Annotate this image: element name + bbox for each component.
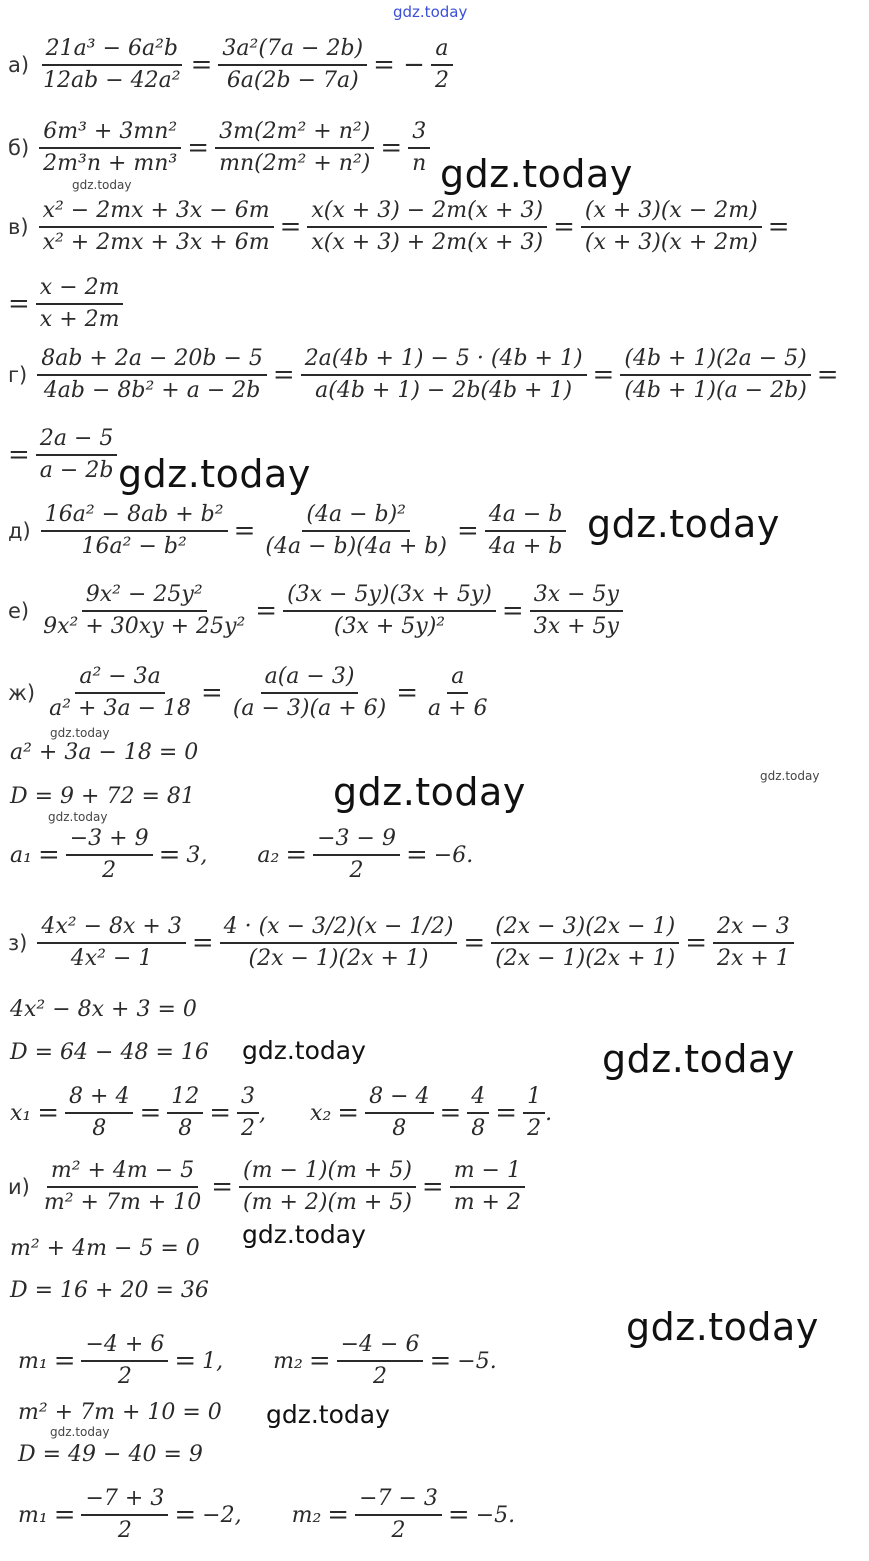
- numerator: 4a − b: [485, 500, 567, 532]
- roots-line: [18, 1484, 515, 1546]
- equals-sign: =: [767, 212, 790, 242]
- numerator: a: [447, 662, 468, 694]
- denominator: 8: [392, 1116, 407, 1141]
- denominator: (4a − b)(4a + b): [265, 534, 447, 559]
- equals-sign: =: [447, 1500, 470, 1530]
- fraction: [39, 117, 181, 179]
- watermark-small: gdz.today: [50, 726, 110, 740]
- discriminant-line: D = 64 − 48 = 16: [10, 1040, 209, 1065]
- fraction: [229, 662, 390, 724]
- problem-v: [8, 196, 796, 258]
- problem-zh: [8, 662, 492, 724]
- fraction: [66, 824, 153, 886]
- watermark-medium: gdz.today: [242, 1036, 366, 1065]
- denominator: 2: [434, 68, 449, 93]
- denominator: 2: [241, 1116, 256, 1141]
- problem-b: [8, 117, 430, 179]
- equation-line: m² + 4m − 5 = 0: [10, 1236, 200, 1261]
- denominator: 2: [527, 1116, 542, 1141]
- numerator: 8ab + 2a − 20b − 5: [37, 344, 267, 376]
- fraction: [313, 824, 400, 886]
- equals-sign: =: [327, 1500, 350, 1530]
- watermark-small: gdz.today: [760, 769, 820, 783]
- denominator: 2: [391, 1518, 406, 1543]
- watermark-small: gdz.today: [72, 178, 132, 192]
- root-name: x₂: [310, 1100, 332, 1126]
- equals-sign: =: [174, 1500, 197, 1530]
- numerator: 2x − 3: [713, 912, 794, 944]
- equals-sign: =: [139, 1098, 162, 1128]
- fraction: [81, 1330, 168, 1392]
- fraction: [39, 34, 185, 96]
- numerator: −4 + 6: [81, 1330, 168, 1362]
- denominator: n: [412, 151, 427, 176]
- problem-v-result: [8, 273, 123, 335]
- fraction: [301, 344, 587, 406]
- root-value: −2,: [202, 1502, 242, 1528]
- denominator: 4ab − 8b² + a − 2b: [43, 378, 261, 403]
- denominator: x² + 2mx + 3x + 6m: [42, 230, 270, 255]
- denominator: 2x + 1: [716, 946, 790, 971]
- discriminant-line: D = 49 − 40 = 9: [18, 1442, 203, 1467]
- denominator: 12ab − 42a²: [43, 68, 181, 93]
- watermark: gdz.today: [626, 1305, 819, 1349]
- root-name: m₂: [273, 1348, 303, 1374]
- equals-sign: =: [553, 212, 575, 242]
- denominator: 8: [471, 1116, 486, 1141]
- denominator: a(4b + 1) − 2b(4b + 1): [315, 378, 573, 403]
- equals-sign: =: [8, 440, 30, 470]
- denominator: 9x² + 30xy + 25y²: [43, 614, 246, 639]
- watermark: gdz.today: [440, 152, 633, 196]
- fraction: [261, 500, 451, 562]
- equals-sign: =: [187, 133, 210, 163]
- numerator: x(x + 3) − 2m(x + 3): [307, 196, 547, 228]
- numerator: 3: [237, 1082, 259, 1114]
- numerator: 6m³ + 3mn²: [39, 117, 181, 149]
- numerator: −7 − 3: [355, 1484, 442, 1516]
- fraction: [41, 500, 228, 562]
- watermark: gdz.today: [602, 1037, 795, 1081]
- numerator: m − 1: [450, 1156, 525, 1188]
- fraction: [237, 1082, 259, 1144]
- equals-sign: =: [211, 1172, 234, 1202]
- roots-line: [18, 1330, 497, 1392]
- root-name: a₂: [257, 842, 280, 868]
- equals-sign: =: [380, 133, 403, 163]
- numerator: −3 + 9: [66, 824, 153, 856]
- fraction: [39, 196, 274, 258]
- fraction: [65, 1082, 133, 1144]
- fraction: [450, 1156, 525, 1218]
- equals-sign: = −: [373, 50, 425, 80]
- watermark-small: gdz.today: [50, 1425, 110, 1439]
- fraction: [36, 273, 124, 335]
- numerator: (2x − 3)(2x − 1): [491, 912, 679, 944]
- equals-sign: =: [685, 928, 707, 958]
- denominator: (a − 3)(a + 6): [232, 696, 387, 721]
- watermark-top: gdz.today: [393, 3, 468, 21]
- denominator: mn(2m² + n²): [219, 151, 371, 176]
- problem-e-label: е): [8, 599, 30, 623]
- denominator: 6a(2b − 7a): [226, 68, 359, 93]
- fraction: [467, 1082, 489, 1144]
- equals-sign: =: [201, 678, 223, 708]
- denominator: m² + 7m + 10: [43, 1190, 202, 1215]
- denominator: 3x + 5y: [533, 614, 619, 639]
- numerator: x² − 2mx + 3x − 6m: [39, 196, 274, 228]
- roots-line: [10, 1082, 552, 1144]
- denominator: 2: [102, 858, 117, 883]
- equals-sign: =: [279, 212, 302, 242]
- fraction: [81, 1484, 168, 1546]
- equals-sign: =: [405, 840, 428, 870]
- root-name: m₁: [18, 1502, 48, 1528]
- root-value: −5.: [475, 1502, 516, 1528]
- equation-line: a² + 3a − 18 = 0: [10, 740, 199, 765]
- root-value: −6.: [433, 842, 474, 868]
- numerator: 4 · (x − 3/2)(x − 1/2): [220, 912, 458, 944]
- fraction: [215, 117, 374, 179]
- problem-z: [8, 912, 794, 974]
- denominator: 2: [349, 858, 364, 883]
- roots-line: [10, 824, 473, 886]
- fraction: [491, 912, 679, 974]
- fraction: [167, 1082, 203, 1144]
- denominator: 2: [117, 1364, 132, 1389]
- equals-sign: =: [463, 928, 486, 958]
- fraction: [424, 662, 492, 724]
- numerator: −3 − 9: [313, 824, 400, 856]
- watermark: gdz.today: [587, 502, 780, 546]
- fraction: [713, 912, 794, 974]
- equals-sign: =: [174, 1346, 197, 1376]
- root-value: 3,: [186, 842, 208, 868]
- fraction: [337, 1330, 424, 1392]
- numerator: 2a − 5: [36, 424, 118, 456]
- root-name: x₁: [10, 1100, 32, 1126]
- fraction: [39, 580, 249, 642]
- equals-sign: =: [272, 360, 295, 390]
- numerator: 3: [408, 117, 430, 149]
- equals-sign: =: [337, 1098, 360, 1128]
- watermark: gdz.today: [118, 452, 311, 496]
- fraction: [283, 580, 496, 642]
- equation-line: m² + 7m + 10 = 0: [18, 1400, 222, 1425]
- equals-sign: =: [255, 596, 278, 626]
- numerator: 8 + 4: [65, 1082, 133, 1114]
- numerator: (m − 1)(m + 5): [239, 1156, 416, 1188]
- fraction: [36, 424, 118, 486]
- fraction: [408, 117, 430, 179]
- equals-sign: =: [209, 1098, 232, 1128]
- problem-z-label: з): [8, 931, 28, 955]
- fraction: [431, 34, 453, 96]
- fraction: [218, 34, 367, 96]
- numerator: 4x² − 8x + 3: [37, 912, 185, 944]
- fraction: [40, 1156, 205, 1218]
- equals-sign: =: [190, 50, 213, 80]
- numerator: 21a³ − 6a²b: [42, 34, 182, 66]
- equals-sign: =: [285, 840, 308, 870]
- fraction: [307, 196, 547, 258]
- denominator: x + 2m: [39, 307, 120, 332]
- denominator: (3x + 5y)²: [333, 614, 446, 639]
- numerator: (x + 3)(x − 2m): [581, 196, 762, 228]
- equals-sign: =: [429, 1346, 452, 1376]
- equals-sign: =: [501, 596, 524, 626]
- numerator: 3x − 5y: [530, 580, 623, 612]
- fraction: [37, 344, 267, 406]
- numerator: 1: [523, 1082, 545, 1114]
- fraction: [365, 1082, 433, 1144]
- equals-sign: =: [495, 1098, 518, 1128]
- root-name: m₁: [18, 1348, 48, 1374]
- problem-b-label: б): [8, 136, 30, 160]
- numerator: 12: [167, 1082, 203, 1114]
- equals-sign: =: [53, 1500, 76, 1530]
- fraction: [523, 1082, 545, 1144]
- denominator: a² + 3a − 18: [49, 696, 192, 721]
- numerator: −4 − 6: [337, 1330, 424, 1362]
- numerator: 3a²(7a − 2b): [218, 34, 367, 66]
- root-name: a₁: [10, 842, 32, 868]
- denominator: (2x − 1)(2x + 1): [495, 946, 676, 971]
- discriminant-line: D = 16 + 20 = 36: [10, 1278, 209, 1303]
- numerator: 8 − 4: [365, 1082, 433, 1114]
- denominator: 4x² − 1: [70, 946, 153, 971]
- numerator: a: [431, 34, 452, 66]
- punctuation: .: [545, 1100, 553, 1126]
- numerator: x − 2m: [36, 273, 124, 305]
- problem-zh-label: ж): [8, 681, 36, 705]
- fraction: [530, 580, 623, 642]
- watermark-medium: gdz.today: [266, 1400, 390, 1429]
- fraction: [37, 912, 185, 974]
- numerator: (4b + 1)(2a − 5): [620, 344, 810, 376]
- numerator: 16a² − 8ab + b²: [41, 500, 228, 532]
- watermark: gdz.today: [333, 770, 526, 814]
- fraction: [239, 1156, 416, 1218]
- equals-sign: =: [308, 1346, 331, 1376]
- denominator: 2m³n + mn³: [43, 151, 178, 176]
- equals-sign: =: [816, 360, 839, 390]
- denominator: (2x − 1)(2x + 1): [248, 946, 429, 971]
- problem-v-label: в): [8, 215, 29, 239]
- denominator: (x + 3)(x + 2m): [584, 230, 758, 255]
- denominator: x(x + 3) + 2m(x + 3): [311, 230, 544, 255]
- denominator: 16a² − b²: [81, 534, 187, 559]
- equals-sign: =: [37, 840, 60, 870]
- denominator: 2: [373, 1364, 388, 1389]
- numerator: −7 + 3: [81, 1484, 168, 1516]
- numerator: a(a − 3): [261, 662, 359, 694]
- fraction: [485, 500, 567, 562]
- denominator: 8: [178, 1116, 193, 1141]
- equals-sign: =: [158, 840, 181, 870]
- problem-i: [8, 1156, 525, 1218]
- watermark-medium: gdz.today: [242, 1220, 366, 1249]
- equals-sign: =: [439, 1098, 462, 1128]
- equals-sign: =: [233, 516, 256, 546]
- denominator: 8: [92, 1116, 107, 1141]
- problem-i-label: и): [8, 1175, 30, 1199]
- watermark-small: gdz.today: [48, 810, 108, 824]
- denominator: 4a + b: [488, 534, 563, 559]
- equals-sign: =: [53, 1346, 76, 1376]
- denominator: a + 6: [428, 696, 488, 721]
- denominator: (m + 2)(m + 5): [243, 1190, 412, 1215]
- numerator: 4: [467, 1082, 489, 1114]
- numerator: (4a − b)²: [302, 500, 410, 532]
- denominator: (4b + 1)(a − 2b): [624, 378, 807, 403]
- problem-d-label: д): [8, 519, 31, 543]
- numerator: a² − 3a: [75, 662, 164, 694]
- numerator: 3m(2m² + n²): [215, 117, 374, 149]
- equals-sign: =: [191, 928, 214, 958]
- punctuation: ,: [259, 1100, 267, 1126]
- fraction: [355, 1484, 442, 1546]
- root-value: −5.: [457, 1348, 497, 1374]
- numerator: 2a(4b + 1) − 5 · (4b + 1): [301, 344, 587, 376]
- equals-sign: =: [592, 360, 615, 390]
- problem-g-result: [8, 424, 117, 486]
- equals-sign: =: [8, 289, 30, 319]
- problem-a: [8, 34, 453, 96]
- equals-sign: =: [456, 516, 479, 546]
- equals-sign: =: [421, 1172, 444, 1202]
- fraction: [581, 196, 762, 258]
- equation-line: 4x² − 8x + 3 = 0: [10, 997, 197, 1022]
- numerator: (3x − 5y)(3x + 5y): [283, 580, 496, 612]
- denominator: a − 2b: [39, 458, 114, 483]
- problem-d: [8, 500, 566, 562]
- problem-g: [8, 344, 845, 406]
- denominator: 2: [117, 1518, 132, 1543]
- problem-g-label: г): [8, 363, 28, 387]
- numerator: 9x² − 25y²: [82, 580, 207, 612]
- discriminant-line: D = 9 + 72 = 81: [10, 784, 195, 809]
- problem-a-label: а): [8, 53, 30, 77]
- equals-sign: =: [37, 1098, 60, 1128]
- fraction: [620, 344, 810, 406]
- denominator: m + 2: [453, 1190, 521, 1215]
- numerator: m² + 4m − 5: [47, 1156, 198, 1188]
- equals-sign: =: [396, 678, 419, 708]
- fraction: [220, 912, 458, 974]
- root-value: 1,: [202, 1348, 224, 1374]
- root-name: m₂: [291, 1502, 322, 1528]
- fraction: [45, 662, 195, 724]
- problem-e: [8, 580, 623, 642]
